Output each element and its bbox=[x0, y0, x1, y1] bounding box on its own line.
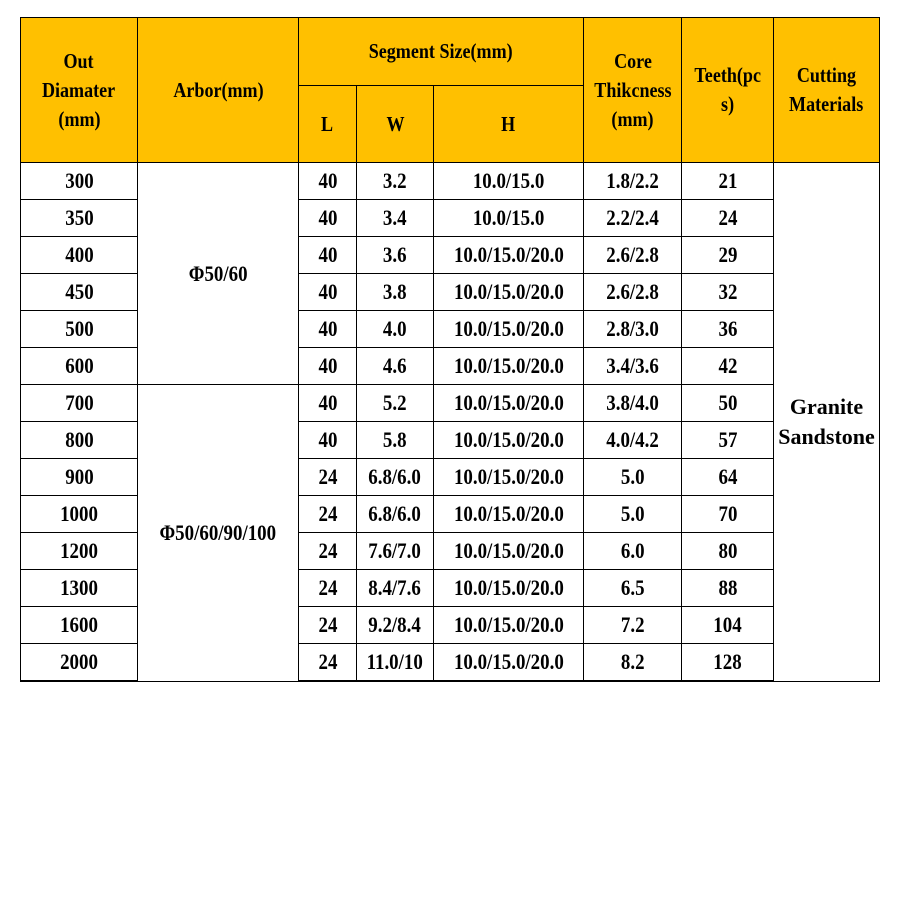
cell-segment-l bbox=[299, 422, 357, 459]
cell-teeth bbox=[682, 533, 774, 570]
cell-teeth bbox=[682, 274, 774, 311]
cell-segment-w-text: 4.0 bbox=[383, 316, 407, 341]
cell-arbor-group bbox=[138, 385, 299, 682]
cell-diameter bbox=[21, 496, 138, 533]
cell-segment-w-text: 5.2 bbox=[383, 390, 407, 415]
cell-segment-w-text: 3.2 bbox=[383, 168, 407, 193]
cell-segment-h-text: 10.0/15.0/20.0 bbox=[453, 242, 564, 267]
cell-teeth-text: 64 bbox=[718, 464, 737, 489]
cell-diameter-text: 800 bbox=[64, 427, 94, 452]
cell-diameter-text: 600 bbox=[64, 353, 94, 378]
cell-segment-w bbox=[357, 311, 434, 348]
cell-core-thickness bbox=[584, 237, 682, 274]
cell-teeth-text: 29 bbox=[718, 242, 737, 267]
cell-core-thickness bbox=[584, 311, 682, 348]
cell-segment-h bbox=[434, 644, 584, 682]
cell-arbor-group-text: Φ50/60 bbox=[188, 260, 248, 286]
cell-core-thickness-text: 5.0 bbox=[620, 464, 645, 489]
cell-segment-w-text: 9.2/8.4 bbox=[368, 612, 422, 637]
cell-segment-w bbox=[357, 607, 434, 644]
cell-segment-h bbox=[434, 274, 584, 311]
cell-diameter-text: 300 bbox=[64, 168, 94, 193]
cell-segment-w bbox=[357, 237, 434, 274]
cell-teeth bbox=[682, 348, 774, 385]
cell-segment-l bbox=[299, 311, 357, 348]
cell-core-thickness-text: 7.2 bbox=[620, 612, 645, 637]
cell-segment-l bbox=[299, 496, 357, 533]
cell-core-thickness bbox=[584, 200, 682, 237]
cell-segment-l-text: 40 bbox=[318, 316, 337, 341]
header-core-line2: Thikcness bbox=[593, 77, 672, 102]
cell-segment-w bbox=[357, 644, 434, 682]
cell-teeth-text: 21 bbox=[718, 168, 737, 193]
cell-segment-h-text: 10.0/15.0/20.0 bbox=[453, 612, 564, 637]
cell-segment-h-text: 10.0/15.0/20.0 bbox=[453, 390, 564, 415]
cell-segment-w-text: 6.8/6.0 bbox=[368, 501, 422, 526]
cell-core-thickness bbox=[584, 163, 682, 200]
cell-diameter bbox=[21, 348, 138, 385]
cell-segment-h-text: 10.0/15.0/20.0 bbox=[453, 316, 564, 341]
header-cutting-materials bbox=[774, 18, 880, 163]
header-out-diameter-line2: Diamater bbox=[42, 77, 116, 102]
cell-teeth bbox=[682, 311, 774, 348]
cell-diameter bbox=[21, 570, 138, 607]
cell-core-thickness bbox=[584, 533, 682, 570]
cell-segment-w bbox=[357, 385, 434, 422]
cell-teeth bbox=[682, 496, 774, 533]
cell-segment-h bbox=[434, 533, 584, 570]
cell-segment-l bbox=[299, 385, 357, 422]
header-out-diameter-line1: Out bbox=[63, 48, 95, 73]
cell-arbor-group-text: Φ50/60/90/100 bbox=[159, 519, 277, 545]
cell-segment-l-text: 24 bbox=[318, 501, 337, 526]
table-row bbox=[21, 385, 880, 422]
cell-segment-w bbox=[357, 496, 434, 533]
cell-segment-l-text: 40 bbox=[318, 205, 337, 230]
header-arbor bbox=[138, 18, 299, 163]
cell-segment-h bbox=[434, 422, 584, 459]
cell-segment-l-text: 40 bbox=[318, 427, 337, 452]
cell-teeth-text: 32 bbox=[718, 279, 737, 304]
cell-segment-h-text: 10.0/15.0/20.0 bbox=[453, 501, 564, 526]
cell-segment-l bbox=[299, 200, 357, 237]
cell-segment-l-text: 24 bbox=[318, 612, 337, 637]
cell-segment-l bbox=[299, 644, 357, 682]
cell-teeth bbox=[682, 237, 774, 274]
cell-teeth bbox=[682, 459, 774, 496]
cell-cutting-materials bbox=[774, 163, 880, 682]
header-segment-w-label: W bbox=[385, 111, 405, 136]
cell-segment-h bbox=[434, 200, 584, 237]
header-segment-w bbox=[357, 86, 434, 163]
cell-segment-l-text: 24 bbox=[318, 575, 337, 600]
cell-core-thickness bbox=[584, 644, 682, 682]
cell-teeth-text: 24 bbox=[718, 205, 737, 230]
cell-segment-l bbox=[299, 533, 357, 570]
cell-diameter bbox=[21, 533, 138, 570]
cell-segment-h bbox=[434, 459, 584, 496]
cell-segment-h-text: 10.0/15.0 bbox=[472, 168, 545, 193]
cell-diameter-text: 450 bbox=[64, 279, 94, 304]
cell-diameter-text: 1300 bbox=[60, 575, 98, 600]
cell-core-thickness-text: 4.0/4.2 bbox=[606, 427, 659, 452]
cell-segment-l-text: 24 bbox=[318, 649, 337, 674]
header-segment-l-label: L bbox=[321, 111, 334, 136]
cell-diameter bbox=[21, 274, 138, 311]
cell-segment-h bbox=[434, 237, 584, 274]
cell-segment-w-text: 6.8/6.0 bbox=[368, 464, 422, 489]
cell-segment-w bbox=[357, 422, 434, 459]
table-body bbox=[21, 163, 880, 682]
cell-diameter-text: 500 bbox=[64, 316, 94, 341]
cell-core-thickness bbox=[584, 348, 682, 385]
cell-segment-w-text: 3.4 bbox=[383, 205, 407, 230]
cutting-material-1: Sandstone bbox=[778, 423, 875, 449]
saw-blade-spec-table bbox=[20, 17, 880, 682]
cell-segment-l-text: 40 bbox=[318, 279, 337, 304]
cell-segment-h bbox=[434, 311, 584, 348]
cutting-material-0: Granite bbox=[789, 393, 864, 419]
cell-diameter bbox=[21, 422, 138, 459]
cell-segment-w-text: 5.8 bbox=[383, 427, 407, 452]
cell-teeth-text: 80 bbox=[718, 538, 737, 563]
cell-diameter-text: 400 bbox=[64, 242, 94, 267]
cell-segment-h-text: 10.0/15.0/20.0 bbox=[453, 575, 564, 600]
cell-segment-l-text: 24 bbox=[318, 538, 337, 563]
cell-diameter bbox=[21, 459, 138, 496]
cell-teeth-text: 104 bbox=[713, 612, 742, 637]
header-out-diameter-line3: (mm) bbox=[57, 106, 101, 131]
cell-segment-h bbox=[434, 570, 584, 607]
cell-segment-l-text: 24 bbox=[318, 464, 337, 489]
cell-teeth-text: 70 bbox=[718, 501, 737, 526]
cell-diameter bbox=[21, 644, 138, 682]
header-segment-l bbox=[299, 86, 357, 163]
cell-segment-h-text: 10.0/15.0/20.0 bbox=[453, 427, 564, 452]
header-arbor-label: Arbor(mm) bbox=[172, 77, 264, 102]
cell-teeth bbox=[682, 200, 774, 237]
cell-core-thickness bbox=[584, 422, 682, 459]
cell-core-thickness bbox=[584, 274, 682, 311]
cell-diameter-text: 1000 bbox=[60, 501, 98, 526]
cell-core-thickness bbox=[584, 570, 682, 607]
cell-segment-l bbox=[299, 274, 357, 311]
cell-segment-w-text: 4.6 bbox=[383, 353, 407, 378]
cell-core-thickness-text: 5.0 bbox=[620, 501, 645, 526]
cell-teeth bbox=[682, 607, 774, 644]
cell-core-thickness-text: 3.8/4.0 bbox=[606, 390, 659, 415]
table-row bbox=[21, 163, 880, 200]
cell-core-thickness-text: 1.8/2.2 bbox=[606, 168, 659, 193]
cell-segment-h bbox=[434, 496, 584, 533]
cell-segment-l bbox=[299, 607, 357, 644]
cell-segment-w bbox=[357, 459, 434, 496]
header-teeth bbox=[682, 18, 774, 163]
cell-diameter-text: 700 bbox=[64, 390, 94, 415]
cell-diameter-text: 1200 bbox=[60, 538, 98, 563]
header-segment-size bbox=[299, 18, 584, 86]
cell-arbor-group bbox=[138, 163, 299, 385]
cell-segment-l bbox=[299, 348, 357, 385]
cell-segment-w-text: 11.0/10 bbox=[366, 649, 424, 674]
cell-diameter-text: 350 bbox=[64, 205, 94, 230]
cell-core-thickness bbox=[584, 496, 682, 533]
cell-segment-l bbox=[299, 163, 357, 200]
header-teeth-line1: Teeth(pc bbox=[694, 63, 761, 87]
cell-core-thickness-text: 6.0 bbox=[620, 538, 645, 563]
cell-core-thickness bbox=[584, 459, 682, 496]
header-segment-h-label: H bbox=[501, 111, 516, 136]
spec-table-container bbox=[20, 17, 880, 682]
cell-teeth-text: 50 bbox=[718, 390, 737, 415]
cell-segment-l-text: 40 bbox=[318, 390, 337, 415]
cell-core-thickness-text: 8.2 bbox=[620, 649, 645, 674]
header-core-line3: (mm) bbox=[611, 106, 654, 131]
cell-teeth-text: 128 bbox=[713, 649, 742, 674]
cell-segment-h-text: 10.0/15.0/20.0 bbox=[453, 279, 564, 304]
header-teeth-line2: s) bbox=[720, 92, 735, 116]
cell-diameter bbox=[21, 237, 138, 274]
cell-core-thickness bbox=[584, 607, 682, 644]
cell-teeth bbox=[682, 644, 774, 682]
cell-teeth bbox=[682, 385, 774, 422]
cell-diameter-text: 1600 bbox=[60, 612, 98, 637]
header-cutting-line1: Cutting bbox=[796, 63, 857, 87]
cell-segment-l-text: 40 bbox=[318, 242, 337, 267]
cell-segment-w bbox=[357, 570, 434, 607]
cell-segment-l bbox=[299, 459, 357, 496]
cell-segment-l bbox=[299, 570, 357, 607]
cell-core-thickness-text: 2.6/2.8 bbox=[606, 242, 659, 267]
cell-segment-h-text: 10.0/15.0/20.0 bbox=[453, 353, 564, 378]
cell-teeth bbox=[682, 163, 774, 200]
header-core-line1: Core bbox=[613, 48, 652, 73]
cell-segment-h-text: 10.0/15.0/20.0 bbox=[453, 464, 564, 489]
cell-segment-h bbox=[434, 348, 584, 385]
cell-diameter bbox=[21, 607, 138, 644]
cell-segment-l-text: 40 bbox=[318, 168, 337, 193]
cell-diameter-text: 2000 bbox=[60, 649, 98, 674]
cell-core-thickness-text: 6.5 bbox=[620, 575, 645, 600]
cell-segment-h bbox=[434, 385, 584, 422]
header-out-diameter bbox=[21, 18, 138, 163]
cell-core-thickness bbox=[584, 385, 682, 422]
cell-segment-h-text: 10.0/15.0 bbox=[472, 205, 545, 230]
cell-diameter bbox=[21, 385, 138, 422]
cell-segment-w bbox=[357, 533, 434, 570]
cell-segment-w-text: 7.6/7.0 bbox=[368, 538, 422, 563]
cell-segment-h bbox=[434, 607, 584, 644]
header-segment-size-label: Segment Size(mm) bbox=[369, 39, 513, 63]
cell-diameter bbox=[21, 311, 138, 348]
cell-segment-w bbox=[357, 200, 434, 237]
cell-teeth-text: 36 bbox=[718, 316, 737, 341]
cell-segment-h-text: 10.0/15.0/20.0 bbox=[453, 538, 564, 563]
cell-segment-w bbox=[357, 274, 434, 311]
cell-segment-w-text: 3.8 bbox=[383, 279, 407, 304]
cell-teeth bbox=[682, 570, 774, 607]
cell-segment-w bbox=[357, 163, 434, 200]
cell-teeth-text: 88 bbox=[718, 575, 737, 600]
header-core-thickness bbox=[584, 18, 682, 163]
cell-diameter bbox=[21, 200, 138, 237]
cell-segment-l-text: 40 bbox=[318, 353, 337, 378]
cell-segment-l bbox=[299, 237, 357, 274]
cell-segment-w-text: 3.6 bbox=[383, 242, 407, 267]
cell-teeth-text: 42 bbox=[718, 353, 737, 378]
cell-diameter-text: 900 bbox=[64, 464, 94, 489]
cell-segment-w-text: 8.4/7.6 bbox=[368, 575, 422, 600]
cell-segment-h bbox=[434, 163, 584, 200]
cell-diameter bbox=[21, 163, 138, 200]
cell-teeth bbox=[682, 422, 774, 459]
cell-segment-w bbox=[357, 348, 434, 385]
header-cutting-line2: Materials bbox=[789, 92, 864, 116]
cell-core-thickness-text: 2.2/2.4 bbox=[606, 205, 659, 230]
cell-teeth-text: 57 bbox=[718, 427, 737, 452]
cell-segment-h-text: 10.0/15.0/20.0 bbox=[453, 649, 564, 674]
cell-core-thickness-text: 3.4/3.6 bbox=[606, 353, 659, 378]
cell-core-thickness-text: 2.6/2.8 bbox=[606, 279, 659, 304]
cell-core-thickness-text: 2.8/3.0 bbox=[606, 316, 659, 341]
header-segment-h bbox=[434, 86, 584, 163]
